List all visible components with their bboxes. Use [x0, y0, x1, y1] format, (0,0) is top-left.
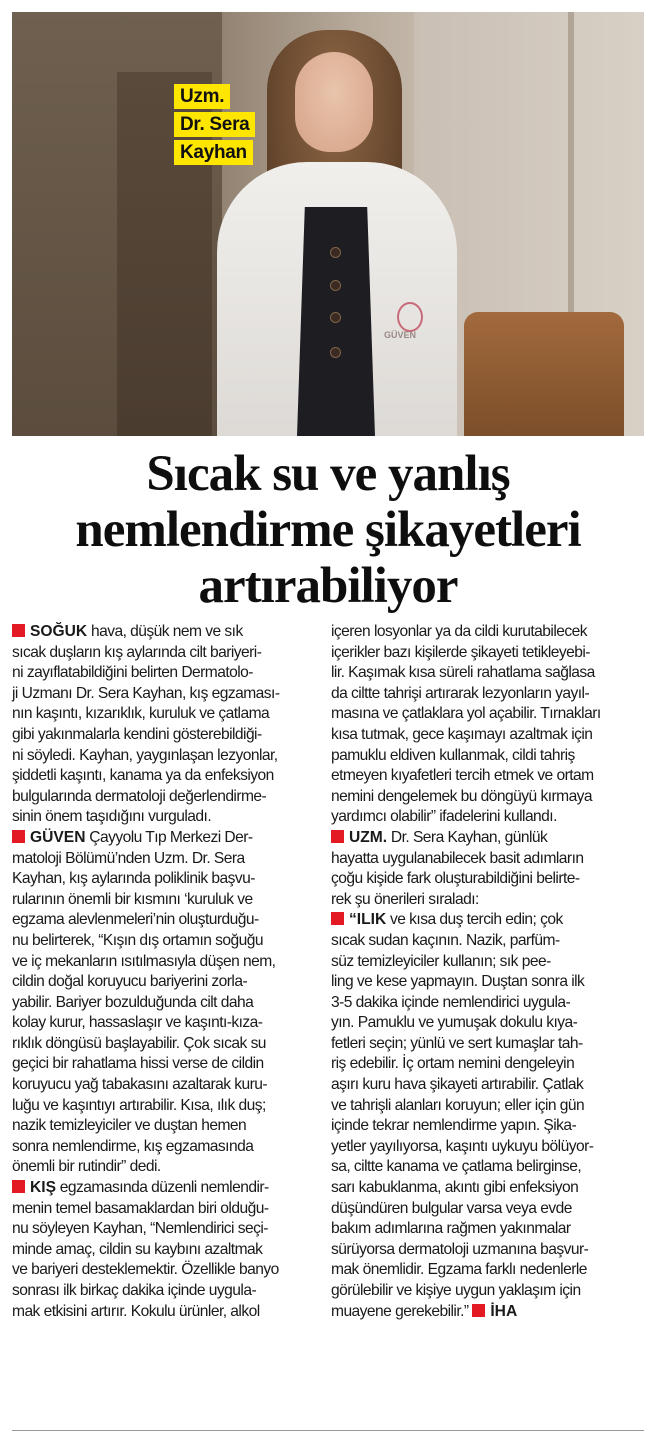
text-line — [331, 931, 635, 952]
paragraph-lead: GÜVEN — [30, 828, 86, 846]
bottom-divider — [12, 1430, 644, 1431]
text-line — [331, 663, 635, 684]
line-text: aşırı kuru hava şikayeti artırabilir. Çatlak — [331, 1076, 584, 1094]
line-text: önemli bir rutindir” dedi. — [12, 1158, 161, 1176]
text-line — [12, 807, 316, 828]
line-text: bulgularında dermatoloji değerlendirme- — [12, 787, 267, 805]
text-line — [12, 766, 316, 787]
text-line — [12, 890, 316, 911]
line-text: içinde tekrar nemlendirme yapın. Şika- — [331, 1117, 577, 1135]
headline-line: nemlendirme şikayetleri — [75, 502, 581, 558]
text-line — [331, 766, 635, 787]
line-text: ve tahrişli alanları koruyun; eller için gün — [331, 1096, 585, 1114]
text-line — [331, 1199, 635, 1220]
text-line — [331, 1054, 635, 1075]
text-line — [331, 1157, 635, 1178]
paragraph-marker-icon — [331, 912, 344, 925]
line-text: etmeyen kıyafetleri tercih etmek ve ortam — [331, 767, 594, 785]
line-text: nu belirterek, “Kışın dış ortamın soğuğu — [12, 931, 264, 949]
text-line — [331, 725, 635, 746]
article-photo — [12, 12, 644, 436]
text-line — [331, 704, 635, 725]
headline — [12, 446, 644, 614]
line-text: yın. Pamuklu ve yumuşak dokulu kıya- — [331, 1014, 578, 1032]
text-line — [331, 1075, 635, 1096]
paragraph-lead: UZM. — [349, 828, 388, 846]
coat-button — [330, 247, 341, 258]
text-line — [331, 1219, 635, 1240]
text-line — [12, 725, 316, 746]
line-text: şiddetli kaşıntı, kanama ya da enfeksiyon — [12, 767, 274, 785]
coat-button — [330, 312, 341, 323]
line-text: düşündüren bulgular varsa veya evde — [331, 1199, 572, 1217]
line-text: çoğu kişide fark oluşturabildiğini belirte- — [331, 870, 580, 888]
line-text: Kayhan, kış aylarında poliklinik başvu- — [12, 870, 255, 888]
line-text: yetler yayılıyorsa, kaşıntı uykuyu bölüyor- — [331, 1137, 594, 1155]
line-text: koruyucu yağ tabakasını azaltarak kuru- — [12, 1076, 268, 1094]
news-source: İHA — [490, 1302, 518, 1320]
line-text: da ciltte tahrişi artırarak lezyonların yayıl- — [331, 684, 590, 702]
text-line — [331, 1116, 635, 1137]
line-text: muayene gerekebilir.” — [331, 1302, 469, 1320]
text-line — [12, 1116, 316, 1137]
text-line — [12, 684, 316, 705]
text-line — [12, 931, 316, 952]
text-line — [12, 828, 316, 849]
text-line — [12, 1219, 316, 1240]
text-line — [331, 622, 635, 643]
text-line — [12, 993, 316, 1014]
line-text: riş edebilir. İç ortam nemini dengeleyin — [331, 1055, 575, 1073]
line-text: rıklık döngüsü başlayabilir. Çok sıcak su — [12, 1034, 266, 1052]
line-text: içeren losyonlar ya da cildi kurutabilecek — [331, 623, 587, 640]
line-text: matoloji Bölümü’nden Uzm. Dr. Sera — [12, 849, 245, 867]
paragraph-marker-icon — [12, 830, 25, 843]
line-text: sinin önem taşıdığını vurguladı. — [12, 808, 212, 826]
line-text: süz temizleyiciler kullanın; sık pee- — [331, 952, 551, 970]
source-marker-icon — [472, 1304, 485, 1317]
text-line — [331, 684, 635, 705]
text-line — [331, 1302, 635, 1323]
text-line — [331, 828, 635, 849]
line-text: ve bariyeri desteklemektir. Özellikle banyo — [12, 1261, 279, 1279]
text-line — [12, 1240, 316, 1261]
line-text: nu söyleyen Kayhan, “Nemlendirici seçi- — [12, 1220, 268, 1238]
text-line — [331, 910, 635, 931]
line-text: ve kısa duş tercih edin; çok — [386, 911, 563, 929]
line-text: mak önemlidir. Egzama farklı nedenlerle — [331, 1261, 587, 1279]
line-text: rularının önemli bir kısmını ‘kuruluk ve — [12, 890, 253, 908]
text-line — [12, 849, 316, 870]
text-line — [331, 1260, 635, 1281]
caption-line: Dr. Sera — [174, 112, 255, 137]
line-text: masına ve çatlaklara yol açabilir. Tırnakları — [331, 705, 601, 723]
text-line — [12, 910, 316, 931]
text-line — [12, 1137, 316, 1158]
paragraph-marker-icon — [12, 624, 25, 637]
text-line — [12, 1281, 316, 1302]
text-line — [331, 1096, 635, 1117]
line-text: fetleri seçin; yünlü ve sert kumaşlar tah- — [331, 1034, 583, 1052]
text-line — [12, 1199, 316, 1220]
text-line — [12, 1260, 316, 1281]
line-text: egzamasında düzenli nemlendir- — [56, 1179, 269, 1197]
text-line — [331, 890, 635, 911]
line-text: gibi yakınmalarla kendini gösterebildiği- — [12, 725, 262, 743]
text-line — [12, 972, 316, 993]
text-line — [331, 869, 635, 890]
line-text: ji Uzmanı Dr. Sera Kayhan, kış egzaması- — [12, 684, 280, 702]
photo-chair — [464, 312, 624, 436]
line-text: sonra nemlendirme, kış egzamasında — [12, 1137, 254, 1155]
paragraph-lead: “ILIK — [349, 911, 387, 929]
caption-line: Kayhan — [174, 140, 253, 165]
line-text: ve iç mekanların ısıtılmasıyla düşen nem, — [12, 952, 276, 970]
line-text: görülebilir ve kişiye uygun yaklaşım için — [331, 1282, 581, 1299]
text-line — [331, 746, 635, 767]
text-line — [12, 1096, 316, 1117]
line-text: bakım adımlarına rağmen yakınmalar — [331, 1220, 571, 1238]
text-line — [331, 1178, 635, 1199]
text-line — [12, 1075, 316, 1096]
text-line — [331, 807, 635, 828]
text-line — [331, 972, 635, 993]
line-text: nın kaşıntı, kızarıklık, kuruluk ve çatlama — [12, 705, 270, 723]
line-text: ni söyledi. Kayhan, yaygınlaşan lezyonlar, — [12, 746, 278, 764]
text-line — [12, 869, 316, 890]
line-text: luğu ve kaşıntıyı artırabilir. Kısa, ılık duş; — [12, 1096, 266, 1114]
text-line — [12, 1157, 316, 1178]
text-line — [12, 1034, 316, 1055]
line-text: sıcak sudan kaçının. Nazik, parfüm- — [331, 931, 560, 949]
text-line — [331, 1013, 635, 1034]
paragraph-lead: KIŞ — [30, 1179, 56, 1197]
line-text: rek şu önerileri sıraladı: — [331, 890, 479, 908]
line-text: menin temel basamaklardan biri olduğu- — [12, 1199, 269, 1217]
photo-caption — [174, 84, 255, 168]
line-text: sürüyorsa dermatoloji uzmanına başvur- — [331, 1240, 589, 1258]
text-line — [12, 643, 316, 664]
coat-button — [330, 280, 341, 291]
text-line — [331, 643, 635, 664]
line-text: lir. Kaşımak kısa süreli rahatlama sağlasa — [331, 664, 595, 682]
article-column-left — [12, 622, 316, 1322]
line-text: Çayyolu Tıp Merkezi Der- — [85, 828, 253, 846]
line-text: kolay kurur, hassaslaşır ve kaşıntı-kıza- — [12, 1014, 263, 1032]
text-line — [12, 787, 316, 808]
line-text: cildin doğal koruyucu bariyerini zorla- — [12, 973, 248, 991]
line-text: sarı kabuklanma, akıntı gibi enfeksiyon — [331, 1179, 579, 1197]
text-line — [12, 622, 316, 643]
text-line — [331, 1240, 635, 1261]
text-line — [12, 1013, 316, 1034]
line-text: pamuklu eldiven kullanmak, cildi tahriş — [331, 746, 575, 764]
line-text: 3-5 dakika içinde nemlendirici uygula- — [331, 993, 571, 1011]
text-line — [12, 952, 316, 973]
line-text: mak etkisini artırır. Kokulu ürünler, alkol — [12, 1302, 260, 1320]
paragraph-marker-icon — [12, 1180, 25, 1193]
line-text: ling ve kese yapmayın. Duştan sonra ilk — [331, 973, 585, 991]
coat-logo-text: GÜVEN — [384, 330, 417, 340]
text-line — [331, 1034, 635, 1055]
headline-line: Sıcak su ve yanlış — [146, 446, 510, 502]
line-text: hava, düşük nem ve sık — [87, 623, 243, 640]
line-text: sa, ciltte kanama ve çatlama belirginse, — [331, 1158, 582, 1176]
text-line — [331, 1137, 635, 1158]
paragraph-lead: SOĞUK — [30, 623, 88, 640]
text-line — [331, 787, 635, 808]
text-line — [12, 663, 316, 684]
text-line — [331, 849, 635, 870]
photo-face — [295, 52, 373, 152]
line-text: içerikler bazı kişilerde şikayeti tetikleyebi- — [331, 643, 590, 661]
coat-button — [330, 347, 341, 358]
line-text: sıcak duşların kış aylarında cilt bariyeri- — [12, 643, 262, 661]
line-text: hayatta uygulanabilecek basit adımların — [331, 849, 584, 867]
line-text: yardımcı olabilir” ifadelerini kullandı. — [331, 808, 557, 826]
line-text: ni zayıflatabildiğini belirten Dermatolo- — [12, 664, 253, 682]
text-line — [12, 1178, 316, 1199]
article-column-right — [331, 622, 635, 1322]
line-text: nazik temizleyiciler ve duştan hemen — [12, 1117, 247, 1135]
line-text: sonrası ilk birkaç dakika içinde uygula- — [12, 1282, 257, 1299]
line-text: nemini dengelemek bu döngüyü kırmaya — [331, 787, 593, 805]
line-text: geçici bir rahatlama hissi verse de cildin — [12, 1055, 264, 1073]
text-line — [331, 993, 635, 1014]
line-text: kısa tutmak, gece kaşımayı azaltmak için — [331, 725, 593, 743]
caption-line: Uzm. — [174, 84, 230, 109]
paragraph-marker-icon — [331, 830, 344, 843]
text-line — [12, 1302, 316, 1323]
line-text: Dr. Sera Kayhan, günlük — [387, 828, 548, 846]
text-line — [331, 952, 635, 973]
coat-logo-icon — [397, 302, 423, 332]
text-line — [12, 1054, 316, 1075]
text-line — [12, 704, 316, 725]
headline-line: artırabiliyor — [198, 558, 458, 614]
text-line — [12, 746, 316, 767]
text-line — [331, 1281, 635, 1302]
line-text: yabilir. Bariyer bozulduğunda cilt daha — [12, 993, 254, 1011]
line-text: egzama alevlenmeleri’nin oluşturduğu- — [12, 911, 259, 929]
line-text: minde amaç, cildin su kaybını azaltmak — [12, 1240, 263, 1258]
